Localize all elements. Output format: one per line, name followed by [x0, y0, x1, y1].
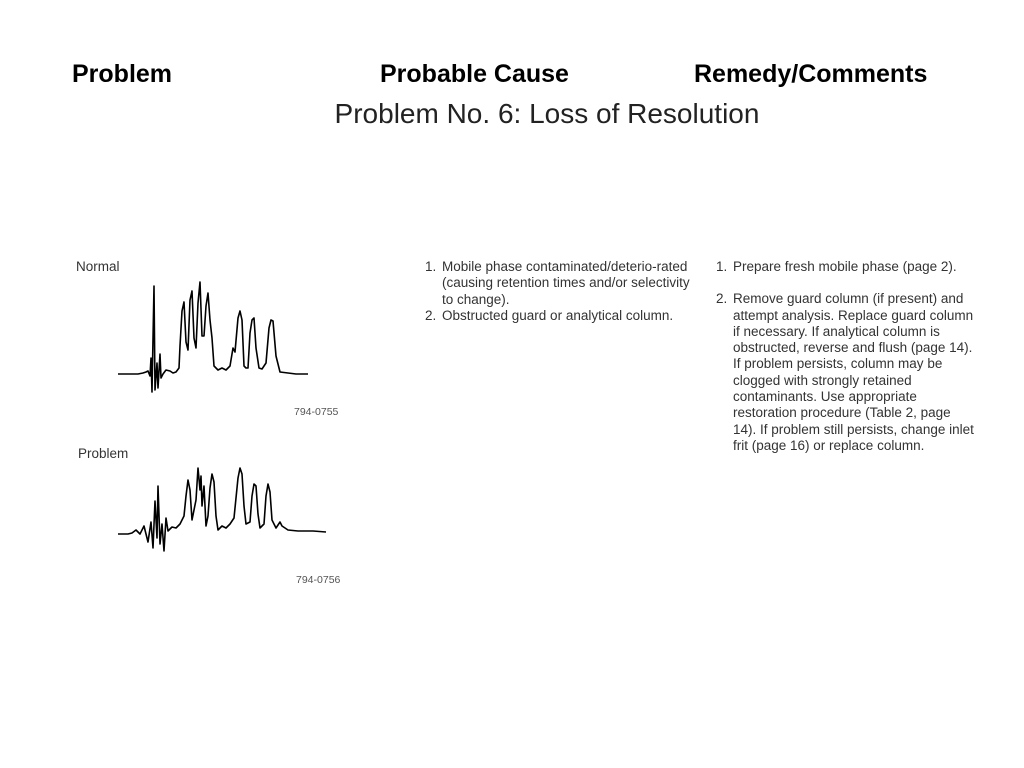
remedy-item-text: Remove guard column (if present) and attempt analysis. Replace guard column if necessary. If analytical column is obstructed, reverse and flush (page 14). If problem persists, column may be clogged with strongly retained contaminants. Use appropriate restoration procedure (Table 2, page 14). If problem still persists, change inlet frit (page 16) or replace column.	[733, 291, 974, 453]
normal-chromatogram-trace	[118, 282, 308, 392]
problem-figure-label: Problem	[78, 446, 129, 461]
remedy-item	[716, 291, 976, 454]
problem-chromatogram-trace	[118, 468, 326, 551]
probable-cause-list	[425, 259, 700, 324]
normal-chromatogram	[118, 278, 318, 398]
remedy-item	[716, 259, 976, 275]
cause-item	[425, 308, 700, 324]
cause-item	[425, 259, 700, 308]
header-probable-cause: Probable Cause	[380, 60, 569, 88]
cause-item-text: Obstructed guard or analytical column.	[442, 307, 674, 323]
normal-figure-label: Normal	[76, 259, 120, 274]
cause-item-number: 2.	[425, 307, 437, 323]
remedy-list	[716, 259, 976, 454]
remedy-item-number: 2.	[716, 291, 728, 307]
normal-figure-code: 794-0755	[294, 406, 339, 418]
remedy-item-number: 1.	[716, 259, 728, 274]
problem-figure-code: 794-0756	[296, 574, 341, 586]
remedy-item-text: Prepare fresh mobile phase (page 2).	[733, 259, 957, 274]
problem-chromatogram	[118, 456, 333, 551]
slide-subtitle: Problem No. 6: Loss of Resolution	[334, 98, 760, 129]
header-remedy-comments: Remedy/Comments	[694, 60, 928, 88]
cause-item-number: 1.	[425, 259, 437, 274]
cause-item-text: Mobile phase contaminated/deterio-rated (causing retention times and/or selectivity to change).	[442, 259, 690, 307]
header-problem: Problem	[72, 60, 173, 88]
